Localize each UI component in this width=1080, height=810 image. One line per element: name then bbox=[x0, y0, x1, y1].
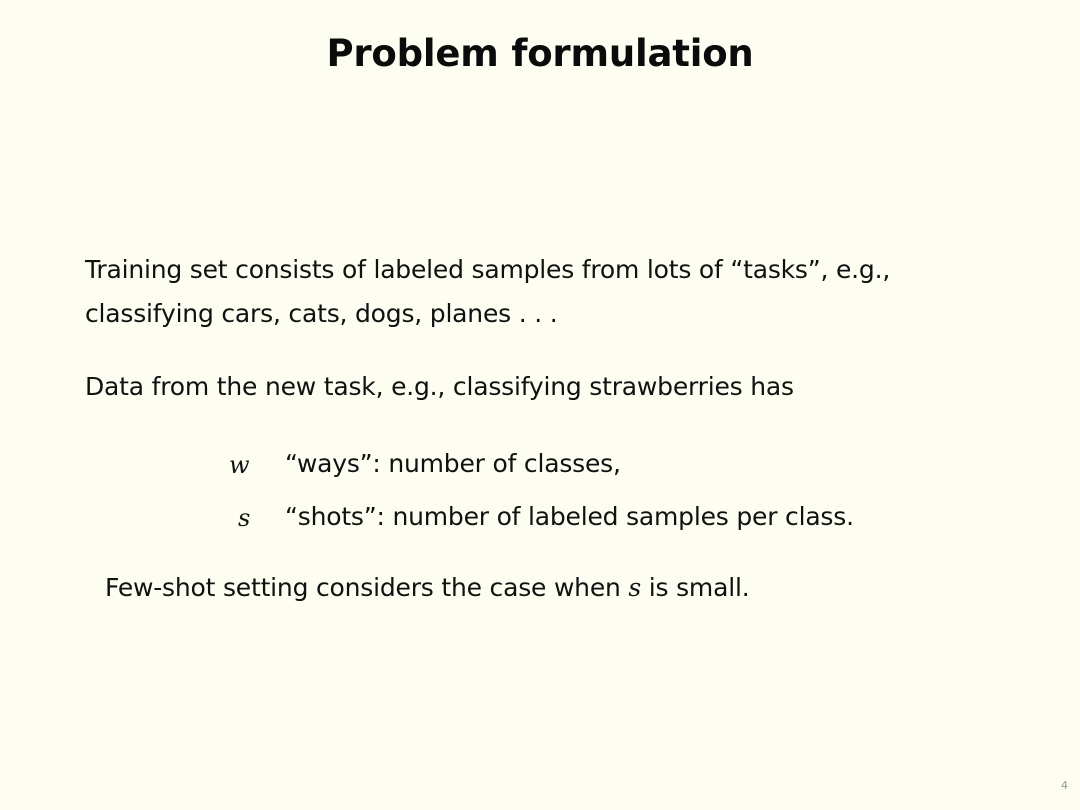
few-shot-paragraph bbox=[105, 573, 749, 602]
few-shot-text-before: Few-shot setting considers the case when bbox=[105, 573, 629, 602]
training-set-line-2: classifying cars, cats, dogs, planes . . . bbox=[85, 299, 558, 328]
shots-symbol: s bbox=[238, 504, 251, 532]
ways-definition: “ways”: number of classes, bbox=[285, 449, 621, 478]
training-set-paragraph bbox=[85, 248, 890, 336]
new-task-paragraph: Data from the new task, e.g., classifying strawberries has bbox=[85, 372, 794, 401]
few-shot-variable: s bbox=[628, 573, 642, 602]
shots-definition: “shots”: number of labeled samples per class. bbox=[285, 502, 854, 531]
training-set-line-1: Training set consists of labeled samples from lots of “tasks”, e.g., bbox=[85, 255, 891, 284]
ways-symbol: w bbox=[229, 451, 250, 479]
slide-title: Problem formulation bbox=[326, 32, 754, 75]
page-number: 4 bbox=[1061, 779, 1068, 792]
few-shot-text-after: is small. bbox=[641, 573, 750, 602]
